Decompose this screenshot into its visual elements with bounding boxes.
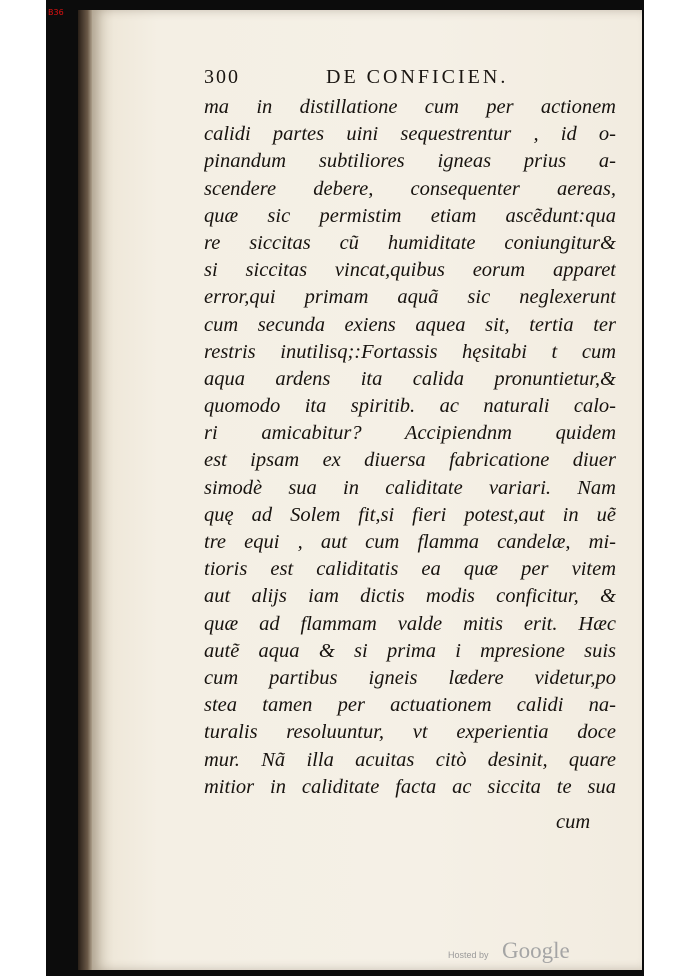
catchword: cum [556,811,591,833]
text-line: calidi partes uini sequestrentur , id o- [204,123,616,146]
page-number: 300 [204,66,240,88]
text-line: tre equi , aut cum flamma candelæ, mi- [204,531,616,553]
watermark-prefix: Hosted by [448,950,489,960]
text-line: est ipsam ex diuersa fabricatione diuer [204,449,616,472]
text-line: quomodo ita spiritib. ac naturali calo- [204,395,616,418]
text-line: quæ ad flammam valde mitis erit. Hæc [204,612,616,635]
text-line: si siccitas vincat,quibus eorum apparet [204,259,616,282]
text-line: turalis resoluuntur, vt experientia doce [204,721,616,744]
text-line: autẽ aqua & si prima i mpresione suis [204,639,616,662]
text-line: simodè sua in caliditate variari. Nam [204,476,616,499]
text-line: cum secunda exiens aquea sit, tertia ter [204,313,616,336]
text-line: ma in distillatione cum per actionem [204,96,616,118]
running-title: DE CONFICIEN. [326,66,509,88]
text-line: pinandum subtiliores igneas prius a- [204,150,616,173]
hosted-by-google-watermark [448,938,588,968]
text-line: mur. Nã illa acuitas citò desinit, quare [204,748,616,771]
text-line: aqua ardens ita calida pronuntietur,& [204,367,616,390]
text-line: ri amicabitur? Accipiendnm quidem [204,422,616,445]
running-head [204,66,624,94]
text-line: cum partibus igneis lædere videtur,po [204,666,616,689]
text-line: scendere debere, consequenter aereas, [204,177,616,200]
text-line: aut alijs iam dictis modis conficitur, & [204,585,616,608]
text-line: error,qui primam aquã sic neglexerunt [204,286,616,309]
text-line: re siccitas cũ humiditate coniungitur& [204,231,616,254]
text-line: mitior in caliditate facta ac siccita te sua [204,775,616,798]
scan-marker: B36 [48,8,64,17]
body-text [204,94,616,801]
google-logo: Google [502,938,570,963]
text-line: restris inutilisq;:Fortassis hęsitabi t cum [204,340,616,363]
text-line: tioris est caliditatis ea quæ per vitem [204,558,616,581]
text-line: quę ad Solem fit,si fieri potest,aut in uẽ [204,503,616,526]
text-line: quæ sic permistim etiam ascẽdunt:qua [204,204,616,227]
text-line: stea tamen per actuationem calidi na- [204,694,616,717]
